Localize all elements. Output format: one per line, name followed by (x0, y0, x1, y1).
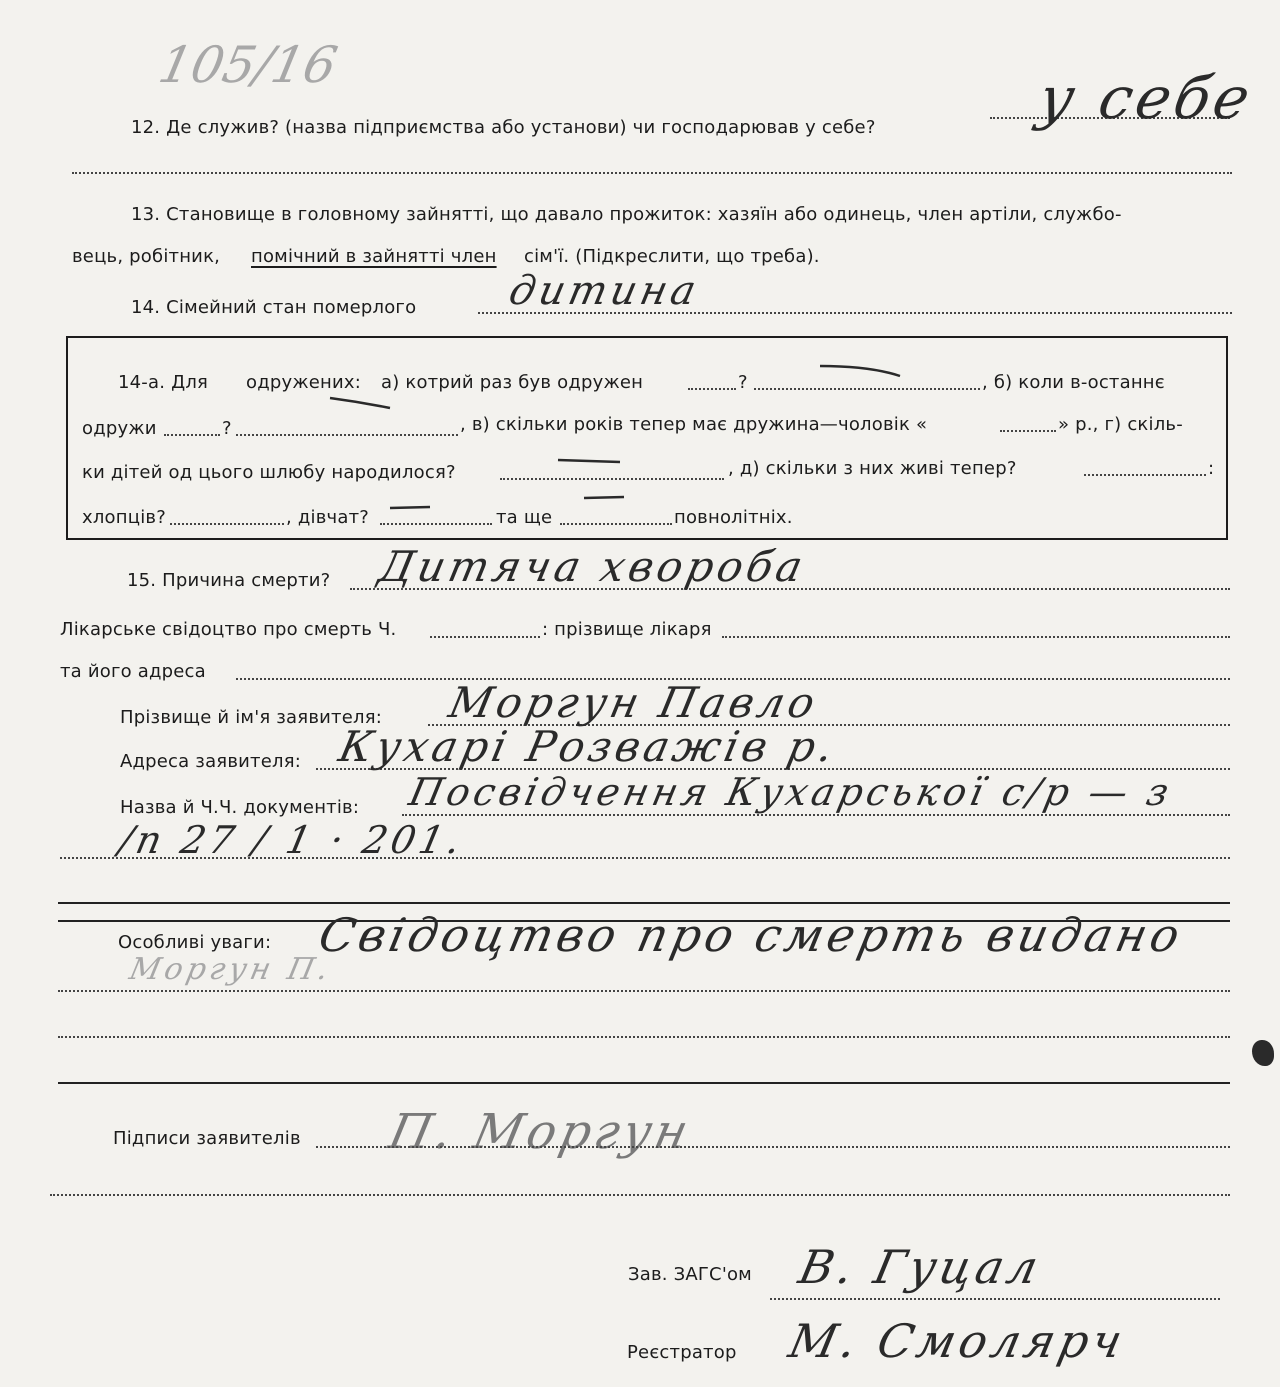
doctor-name-label: : прізвище лікаря (542, 619, 712, 640)
q12-label: 12. Де служив? (назва підприємства або установи) чи господарював у себе? (131, 117, 876, 138)
remarks-fill-1 (58, 990, 1230, 992)
zags-head-signature: В. Гуцал (794, 1240, 1047, 1294)
documents-answer-2: /п 27 / 1 · 201. (115, 818, 469, 862)
q14a-l3-a: ки дітей од цього шлюбу народилося? (82, 462, 456, 483)
zags-head-fill (770, 1298, 1220, 1300)
q14a-l3-b: , д) скільки з них живі тепер? (728, 458, 1017, 479)
registrar-signature: М. Смолярч (784, 1314, 1131, 1368)
q14a-l1-b: одружених: (246, 372, 362, 393)
q14a-fill-5 (1000, 430, 1056, 432)
q14a-l4-a: хлопців? (82, 507, 166, 528)
q12-fill-line-2 (72, 172, 1232, 174)
q12-answer: у себе (1032, 64, 1260, 132)
zags-head-label: Зав. ЗАГС'ом (628, 1264, 752, 1285)
q14-label: 14. Сімейний стан померлого (131, 297, 417, 318)
q14-answer: дитина (505, 268, 704, 314)
applicant-address-label: Адреса заявителя: (120, 751, 302, 772)
q14a-l1-d: , б) коли в-останнє (982, 372, 1165, 393)
q14a-fill-3 (164, 434, 220, 436)
doctor-address-label: та його адреса (60, 661, 206, 682)
q14a-fill-6 (500, 478, 724, 480)
q15-answer: Дитяча хвороба (374, 542, 811, 591)
medical-fill-1 (430, 636, 540, 638)
remarks-faint: Моргун П. (126, 952, 336, 987)
q14a-l4-b: , дівчат? (286, 507, 370, 528)
applicant-address-answer: Кухарі Розважів р. (334, 722, 842, 771)
q14a-q-mark-1: ? (738, 372, 748, 393)
signatures-fill-2 (50, 1194, 1230, 1196)
q14a-q-mark-2: ? (222, 418, 232, 439)
q14a-l3-c: : (1208, 458, 1215, 479)
q13-line1: 13. Становище в головному зайнятті, що давало прожиток: хазяїн або одинець, член артіли, службо- (131, 204, 1122, 225)
divider-1 (58, 902, 1230, 904)
q13-line2-underlined: помічний в зайнятті член (251, 246, 497, 267)
ink-blot (1252, 1040, 1274, 1066)
signatures-fill (316, 1146, 1230, 1148)
doctor-name-fill (722, 636, 1230, 638)
q14a-l2-b: , в) скільки років тепер має дружина—чоловік « (460, 414, 928, 435)
q14a-fill-7 (1084, 474, 1206, 476)
q14a-l4-c: та ще (496, 507, 553, 528)
q13-line2-a: вець, робітник, (72, 246, 221, 267)
documents-answer-1: Посвідчення Кухарської с/р — з (405, 770, 1177, 814)
archive-number: 105/16 (153, 36, 343, 94)
medical-label: Лікарське свідоцтво про смерть Ч. (60, 619, 397, 640)
q14a-l1-a: 14-а. Для (118, 372, 209, 393)
q14a-fill-4 (236, 434, 458, 436)
q14a-l2-a: одружи (82, 418, 157, 439)
signatures-answer: П. Моргун (384, 1104, 697, 1160)
q14a-fill-8 (170, 523, 284, 525)
remarks-fill-2 (58, 1036, 1230, 1038)
documents-label: Назва й Ч.Ч. документів: (120, 797, 360, 818)
registrar-label: Реєстратор (627, 1342, 737, 1363)
q14a-l2-c: » р., г) скіль- (1058, 414, 1183, 435)
q15-label: 15. Причина смерти? (127, 570, 331, 591)
q14a-l4-d: повнолітніх. (674, 507, 793, 528)
q14a-fill-2 (754, 388, 980, 390)
divider-3 (58, 1082, 1230, 1084)
q14a-fill-1 (688, 388, 736, 390)
signatures-label: Підписи заявителів (113, 1128, 301, 1149)
q13-line2-c: сім'ї. (Підкреслити, що треба). (524, 246, 820, 267)
remarks-label: Особливі уваги: (118, 932, 272, 953)
marriage-section-box (66, 336, 1228, 540)
applicant-name-answer: Моргун Павло (444, 678, 824, 727)
remarks-answer: Свідоцтво про смерть видано (314, 908, 1189, 962)
documents-fill (402, 814, 1230, 816)
applicant-name-label: Прізвище й ім'я заявителя: (120, 707, 382, 728)
q14a-fill-10 (560, 523, 672, 525)
q14a-fill-9 (380, 523, 492, 525)
q14a-l1-c: а) котрий раз був одружен (381, 372, 644, 393)
